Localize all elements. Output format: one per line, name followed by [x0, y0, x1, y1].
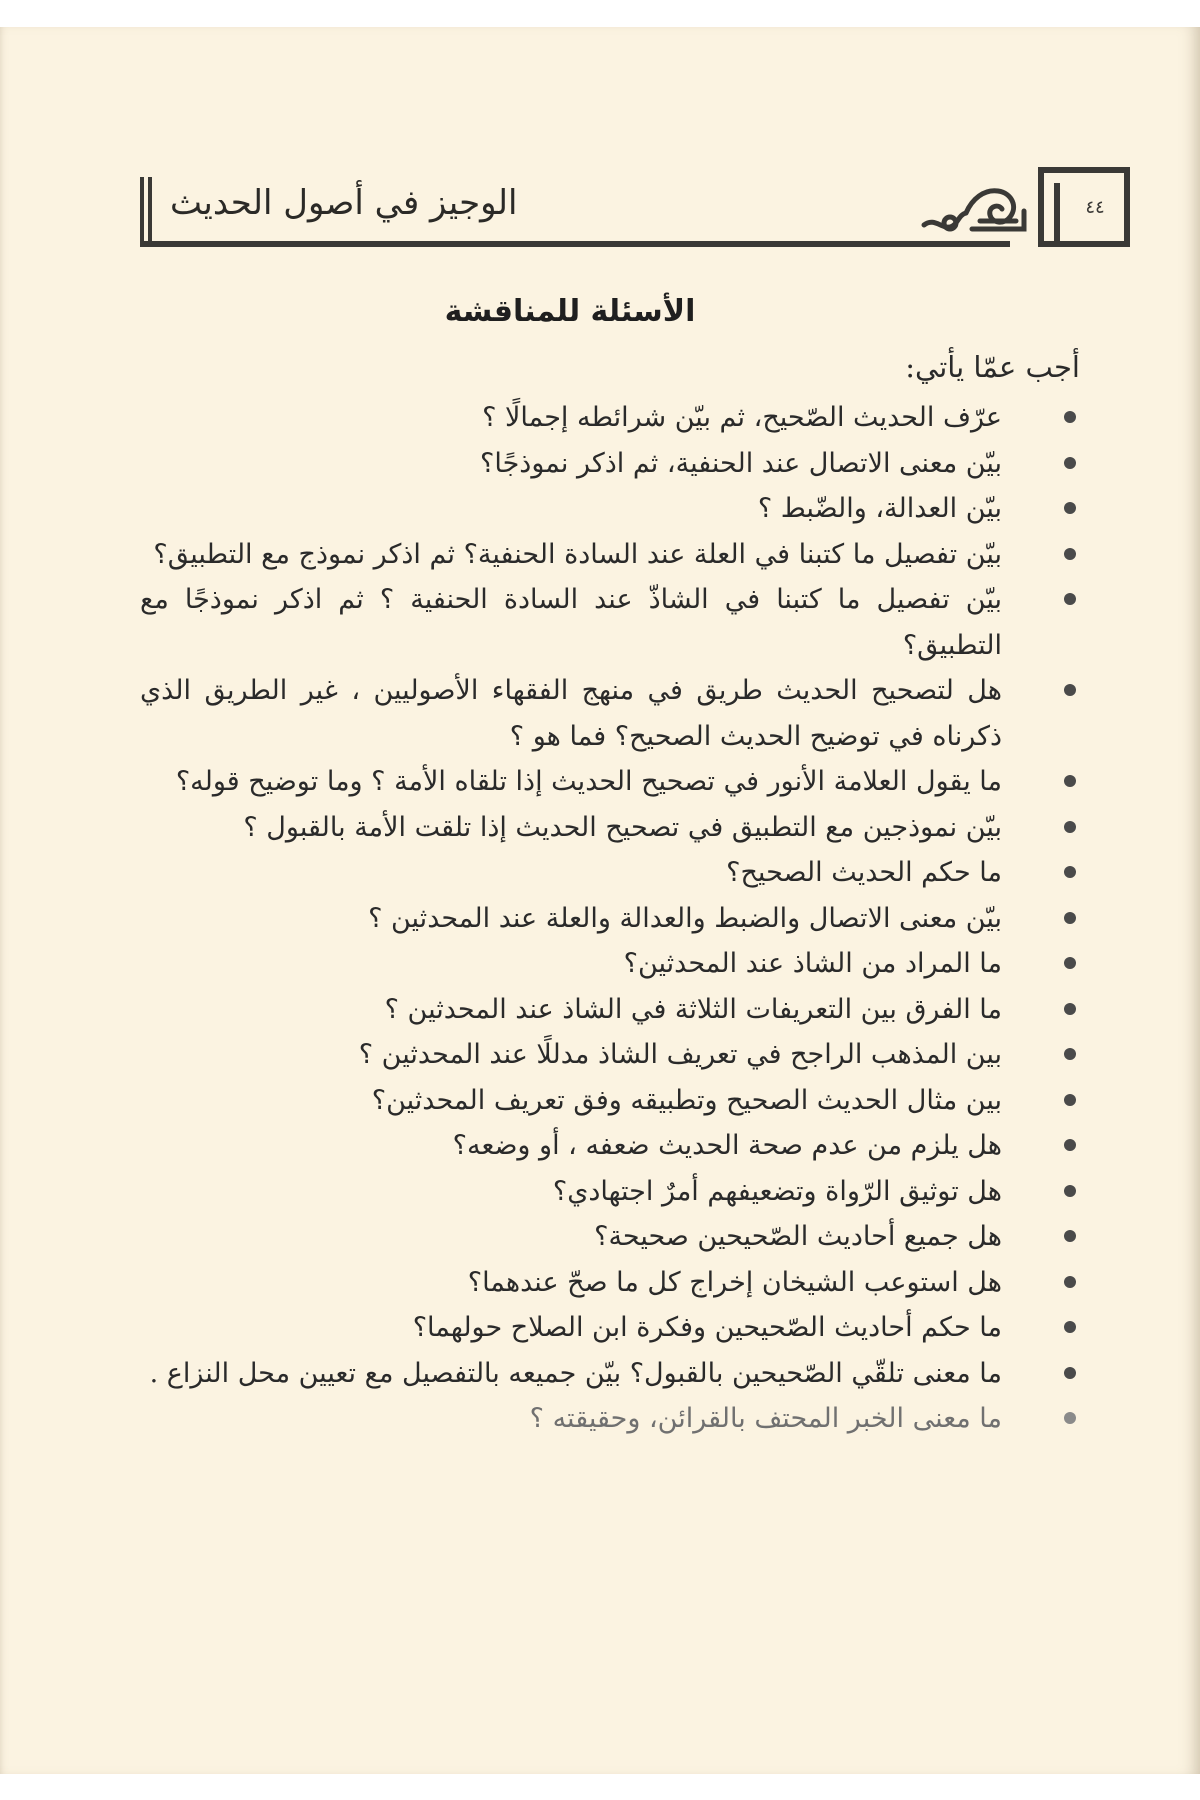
bullet-icon [1064, 684, 1076, 696]
book-title: الوجيز في أصول الحديث [170, 183, 518, 223]
question-item [140, 805, 1040, 851]
question-item [140, 850, 1040, 896]
question-text: بيّن تفصيل ما كتبنا في العلة عند السادة الحنفية؟ ثم اذكر نموذج مع التطبيق؟ [153, 538, 1002, 570]
question-item [140, 1396, 1040, 1442]
page-number-frame-bar [1054, 183, 1060, 243]
section-title: الأسئلة للمناقشة [444, 294, 696, 329]
question-text: بين مثال الحديث الصحيح وتطبيقه وفق تعريف المحدثين؟ [371, 1084, 1002, 1116]
book-page [0, 27, 1200, 1774]
question-text: هل يلزم من عدم صحة الحديث ضعفه ، أو وضعه؟ [452, 1130, 1002, 1161]
bullet-icon [1064, 1367, 1076, 1379]
bullet-icon [1064, 775, 1076, 787]
bullet-icon [1064, 1048, 1076, 1060]
question-text: ما الفرق بين التعريفات الثلاثة في الشاذ عند المحدثين ؟ [384, 993, 1002, 1025]
bullet-icon [1064, 411, 1076, 423]
question-item [140, 1032, 1040, 1078]
bullet-icon [1064, 866, 1076, 878]
question-item [140, 896, 1040, 942]
question-text: ما المراد من الشاذ عند المحدثين؟ [623, 948, 1002, 979]
bullet-icon [1064, 1321, 1076, 1333]
bullet-icon [1064, 957, 1076, 969]
running-header [140, 157, 1130, 247]
bullet-icon [1064, 1230, 1076, 1242]
question-text: ما معنى الخبر المحتف بالقرائن، وحقيقته ؟ [529, 1403, 1002, 1434]
header-double-bar-divider [140, 177, 152, 241]
bullet-icon [1064, 457, 1076, 469]
question-text: بيّن معنى الاتصال عند الحنفية، ثم اذكر نموذجًا؟ [480, 447, 1002, 479]
question-text: ما حكم أحاديث الصّحيحين وفكرة ابن الصلاح حولهما؟ [412, 1312, 1002, 1343]
question-item [140, 1123, 1040, 1169]
question-text: ما حكم الحديث الصحيح؟ [726, 857, 1002, 888]
bullet-icon [1064, 821, 1076, 833]
question-text: ما يقول العلامة الأنور في تصحيح الحديث إذا تلقاه الأمة ؟ وما توضيح قوله؟ [175, 766, 1002, 797]
page-content [140, 289, 1080, 1442]
instruction-text: أجب عمّا يأتي: [905, 350, 1080, 384]
question-item [140, 1305, 1040, 1351]
question-item [140, 941, 1040, 987]
question-item [140, 395, 1040, 441]
spiral-scroll-ornament-icon [920, 177, 1030, 247]
question-item [140, 1260, 1040, 1306]
bullet-icon [1064, 1139, 1076, 1151]
bullet-icon [1064, 1276, 1076, 1288]
question-text: عرّف الحديث الصّحيح، ثم بيّن شرائطه إجمالًا ؟ [482, 402, 1002, 433]
discussion-questions-list [140, 395, 1040, 1442]
page-number-box [1038, 167, 1130, 247]
question-item [140, 1214, 1040, 1260]
bullet-icon [1064, 1185, 1076, 1197]
question-text: هل توثيق الرّواة وتضعيفهم أمرٌ اجتهادي؟ [552, 1175, 1002, 1207]
bullet-icon [1064, 502, 1076, 514]
question-text: هل جميع أحاديث الصّحيحين صحيحة؟ [594, 1221, 1002, 1252]
bullet-icon [1064, 593, 1076, 605]
bullet-icon [1064, 1003, 1076, 1015]
question-item [140, 1078, 1040, 1124]
question-item [140, 987, 1040, 1033]
question-item [140, 532, 1040, 578]
question-item [140, 1169, 1040, 1215]
question-item [140, 486, 1040, 532]
bullet-icon [1064, 1094, 1076, 1106]
header-rule-divider [140, 241, 1010, 247]
question-text: هل لتصحيح الحديث طريق في منهج الفقهاء الأصوليين ، غير الطريق الذي ذكرناه في توضيح الحديث الصحيح؟ فما هو ؟ [140, 675, 1002, 752]
bullet-icon [1064, 912, 1076, 924]
question-item [140, 668, 1040, 759]
question-item [140, 1351, 1040, 1397]
question-text: ما معنى تلقّي الصّحيحين بالقبول؟ بيّن جميعه بالتفصيل مع تعيين محل النزاع . [149, 1357, 1002, 1389]
bullet-icon [1064, 1412, 1076, 1424]
question-text: بيّن معنى الاتصال والضبط والعدالة والعلة عند المحدثين ؟ [368, 902, 1002, 934]
page-number: ٤٤ [1085, 196, 1105, 218]
question-text: هل استوعب الشيخان إخراج كل ما صحّ عندهما؟ [467, 1266, 1002, 1298]
question-text: بين المذهب الراجح في تعريف الشاذ مدللًا عند المحدثين ؟ [358, 1039, 1002, 1070]
question-text: بيّن تفصيل ما كتبنا في الشاذّ عند السادة الحنفية ؟ ثم اذكر نموذجًا مع التطبيق؟ [140, 584, 1002, 661]
question-text: بيّن العدالة، والضّبط ؟ [757, 493, 1002, 524]
bullet-icon [1064, 548, 1076, 560]
question-item [140, 577, 1040, 668]
question-item [140, 441, 1040, 487]
question-item [140, 759, 1040, 805]
question-text: بيّن نموذجين مع التطبيق في تصحيح الحديث إذا تلقت الأمة بالقبول ؟ [243, 811, 1002, 843]
